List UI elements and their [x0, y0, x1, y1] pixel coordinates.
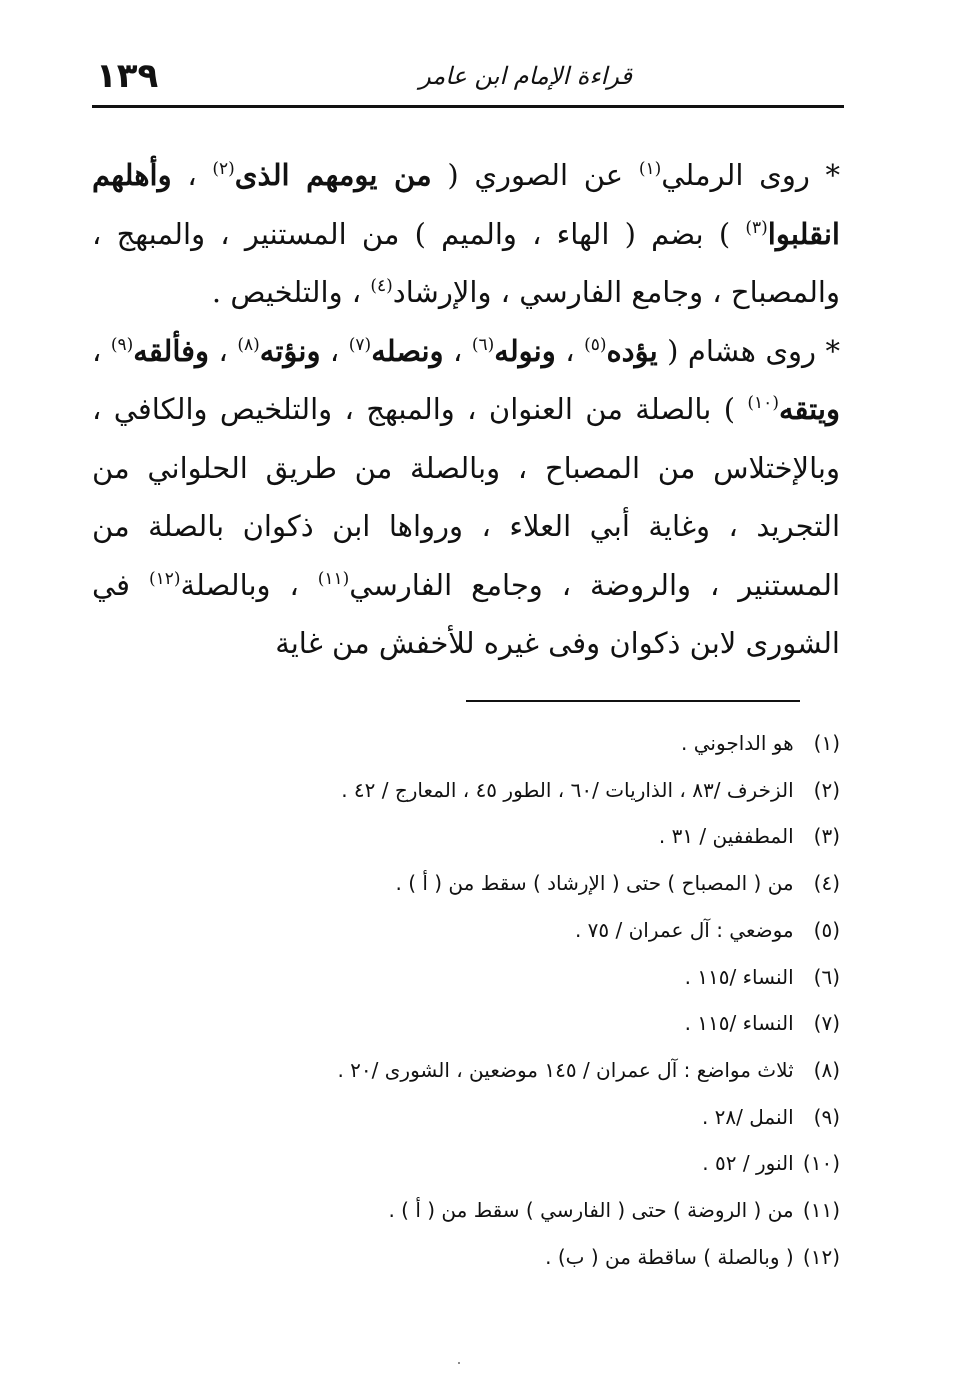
footnote-8 [180, 1047, 840, 1094]
quran-word: وفألقه [133, 333, 210, 368]
quran-word: من يومهم الذى [234, 158, 432, 192]
quran-word: ويتقه [778, 392, 840, 426]
footnote-text: المطففين / ٣١ . [658, 824, 794, 849]
text-run: عن الصوري ( [431, 158, 639, 192]
text-run: ، [555, 333, 585, 368]
footnote-ref-6[interactable]: (٦) [471, 334, 495, 355]
text-run: ، [443, 333, 472, 368]
footnote-ref-3[interactable]: (٣) [745, 217, 768, 238]
footnote-ref-5[interactable]: (٥) [584, 334, 607, 355]
footnote-text: النساء /١١٥ . [684, 1011, 794, 1036]
text-run: ، [92, 333, 111, 368]
footnote-text: من ( الروضة ) حتى ( الفارسي ) سقط من ( أ ) . [388, 1198, 794, 1223]
text-run: ) بضم ( الهاء ، والميم ) من المستنير ، والمبهج ، والمصباح ، وجامع الفارسي ، والإرشاد [92, 216, 840, 309]
footnote-text: النمل /٢٨ . [701, 1104, 794, 1129]
footnote-text: هو الداجوني . [681, 731, 794, 755]
footnote-ref-9[interactable]: (٩) [110, 334, 134, 355]
text-run: روى هشام ( [657, 333, 826, 368]
footnote-text: ( وبالصلة ) ساقطة من ( ب) . [545, 1244, 794, 1269]
footnote-11 [180, 1187, 840, 1234]
quran-word: يؤده [606, 333, 658, 368]
quran-word: وأهلهم انقلبوا [92, 158, 840, 251]
paragraph-star: * [825, 158, 841, 192]
footnote-number: (١) [813, 731, 840, 755]
footnote-5 [180, 907, 840, 954]
footnote-text: النور / ٥٢ . [702, 1151, 794, 1176]
page-number: ١٣٩ [96, 56, 159, 96]
footnote-number: (٣) [813, 824, 840, 849]
footnote-text: من ( المصباح ) حتى ( الإرشاد ) سقط من ( أ ) . [395, 871, 794, 896]
footnote-ref-7[interactable]: (٧) [348, 334, 372, 355]
footnote-ref-8[interactable]: (٨) [237, 334, 260, 355]
footnote-number: (١٠) [802, 1151, 840, 1176]
footnote-number: (١٢) [802, 1244, 840, 1269]
footnote-6 [180, 954, 840, 1001]
footnote-2 [180, 767, 840, 814]
footnote-separator [466, 700, 800, 702]
quran-word: ونؤته [259, 333, 321, 368]
footnote-number: (٦) [813, 964, 840, 989]
page-header [92, 54, 844, 108]
footnote-ref-12[interactable]: (١٢) [148, 568, 181, 589]
paragraph-star: * [825, 333, 841, 368]
footnote-number: (٩) [813, 1104, 840, 1129]
footnote-ref-4[interactable]: (٤) [370, 276, 393, 296]
footnote-number: (٨) [813, 1057, 840, 1082]
footnote-12 [180, 1234, 840, 1281]
footnote-9 [180, 1094, 840, 1141]
paragraph-2 [92, 322, 840, 673]
paragraph-1 [92, 146, 840, 322]
footnote-text: ثلاث مواضع : آل عمران / ١٤٥ موضعين ، الشورى /٢٠ . [337, 1057, 794, 1082]
text-run: ، [171, 158, 213, 192]
footnote-number: (٥) [813, 917, 840, 942]
scan-speck [458, 1362, 460, 1364]
footnote-ref-1[interactable]: (١) [638, 159, 662, 179]
text-run: ) بالصلة من العنوان ، والمبهج ، والتلخيص والكافي ، وبالإختلاس من المصباح ، وبالصلة من طريق الحلواني من التجريد ، وغاية أبي العلاء ، ورواها ابن ذكوان بالصلة من المستنير ، والروضة ، وجامع الفارسي [92, 392, 841, 602]
footnote-ref-10[interactable]: (١٠) [747, 393, 779, 413]
footnote-ref-11[interactable]: (١١) [317, 568, 350, 589]
footnote-number: (٤) [813, 871, 840, 896]
footnote-1 [180, 720, 840, 767]
main-text [92, 146, 840, 673]
quran-word: ونصله [371, 333, 444, 368]
text-run: ، وبالصلة [180, 567, 318, 602]
footnote-4 [180, 860, 840, 907]
running-title: قراءة الإمام ابن عامر [419, 62, 632, 90]
footnote-7 [180, 1000, 840, 1047]
footnote-text: النساء /١١٥ . [684, 964, 794, 989]
footnote-10 [180, 1140, 840, 1187]
footnote-text: موضعي : آل عمران / ٧٥ . [574, 917, 794, 942]
footnote-3 [180, 813, 840, 860]
footnote-text: الزخرف /٨٣ ، الذاريات /٦٠ ، الطور ٤٥ ، المعارج / ٤٢ . [341, 777, 794, 802]
footnotes [180, 720, 840, 1280]
text-run: ، [320, 333, 349, 368]
header-rule [92, 105, 844, 108]
quran-word: ونوله [494, 333, 556, 368]
footnote-ref-2[interactable]: (٢) [212, 159, 235, 179]
footnote-number: (١١) [802, 1198, 840, 1223]
footnote-number: (٧) [813, 1011, 840, 1036]
text-run: ، [209, 333, 238, 368]
text-run: في الشورى لابن ذكوان وفى غيره للأخفش من غاية [92, 567, 840, 660]
text-run: روى الرملي [661, 158, 826, 192]
footnote-number: (٢) [813, 777, 840, 802]
text-run: ، والتلخيص . [211, 275, 371, 309]
